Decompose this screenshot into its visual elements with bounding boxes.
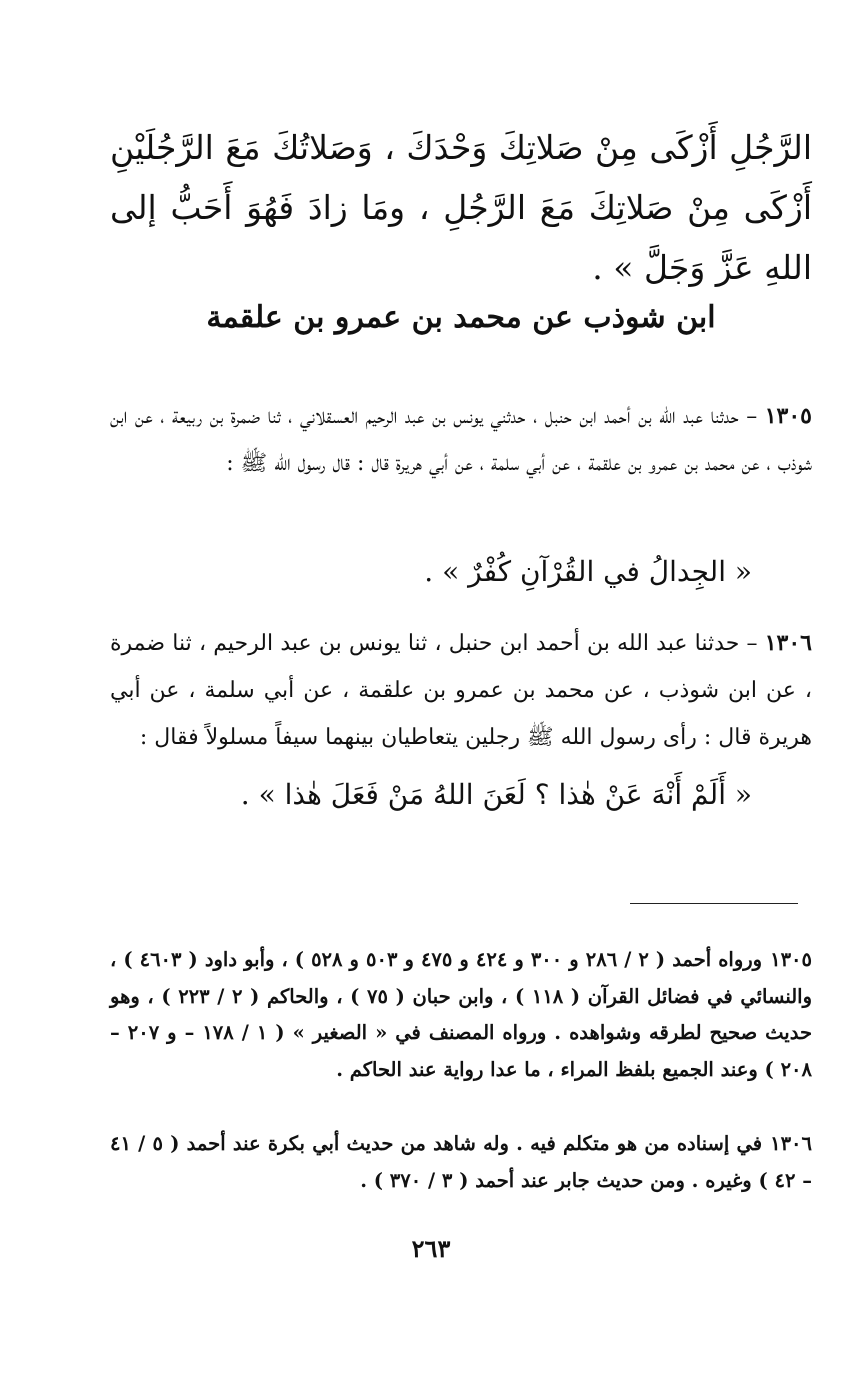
continued-hadith-text: الرَّجُلِ أَزْكَى مِنْ صَلاتِكَ وَحْدَكَ ، وَصَلاتُكَ مَعَ الرَّجُلَيْنِ أَزْكَى مِنْ صَلاتِكَ مَعَ الرَّجُلِ ، ومَا زادَ فَهُوَ أَحَبُّ إلى اللهِ عَزَّ وَجَلَّ » . <box>110 128 812 287</box>
hadith-isnad: – حدثنا عبد الله بن أحمد ابن حنبل ، ثنا يونس بن عبد الرحيم ، ثنا ضمرة ، عن ابن شوذب ، عن محمد بن عمرو بن علقمة ، عن أبي سلمة ، عن أبي هريرة قال : رأى رسول الله ﷺ رجلين يتعاطيان بينهما سيفاً مسلولاً فقال : <box>110 631 812 750</box>
footnote-number: ١٣٠٦ <box>770 1132 813 1155</box>
footnote-1305 <box>110 942 812 1088</box>
hadith-number: ١٣٠٦ <box>764 630 812 656</box>
footnote-1306 <box>110 1126 812 1199</box>
hadith-1305-matn: « الجِدالُ في القُرْآنِ كُفْرٌ » . <box>424 555 752 588</box>
hadith-1306 <box>110 620 812 761</box>
hadith-number: ١٣٠٥ <box>764 403 812 429</box>
page-number: ٢٦٣ <box>411 1234 451 1263</box>
section-heading: ابن شوذب عن محمد بن عمرو بن علقمة <box>206 300 716 335</box>
footnote-text: في إسناده من هو متكلم فيه . وله شاهد من حديث أبي بكرة عند أحمد ( ٥ / ٤١ – ٤٢ ) وغيره . ومن حديث جابر عند أحمد ( ٣ / ٣٧٠ ) . <box>110 1132 812 1192</box>
hadith-isnad: – حدثنا عبد الله بن أحمد ابن حنبل ، حدثني يونس بن عبد الرحيم العسقلاني ، ثنا ضمرة بن ربيعة ، عن ابن شوذب ، عن محمد بن عمرو بن علقمة ، عن أبي سلمة ، عن أبي هريرة قال : قال رسول الله ﷺ : <box>110 404 812 476</box>
footnote-number: ١٣٠٥ <box>770 948 813 971</box>
hadith-1306-matn: « أَلَمْ أَنْهَ عَنْ هٰذا ؟ لَعَنَ اللهُ مَنْ فَعَلَ هٰذا » . <box>240 778 752 811</box>
footnote-separator <box>630 903 798 904</box>
footnote-text: ورواه أحمد ( ٢ / ٢٨٦ و ٣٠٠ و ٤٢٤ و ٤٧٥ و ٥٠٣ و ٥٢٨ ) ، وأبو داود ( ٤٦٠٣ ) ، والنسائي في فضائل القرآن ( ١١٨ ) ، وابن حبان ( ٧٥ ) ، والحاكم ( ٢ / ٢٢٣ ) ، وهو حديث صحيح لطرقه وشواهده . ورواه المصنف في « الصغير » ( ١ / ١٧٨ – و ٢٠٧ – ٢٠٨ ) وعند الجميع بلفظ المراء ، ما عدا رواية عند الحاكم . <box>110 948 813 1081</box>
hadith-1305 <box>110 393 812 487</box>
